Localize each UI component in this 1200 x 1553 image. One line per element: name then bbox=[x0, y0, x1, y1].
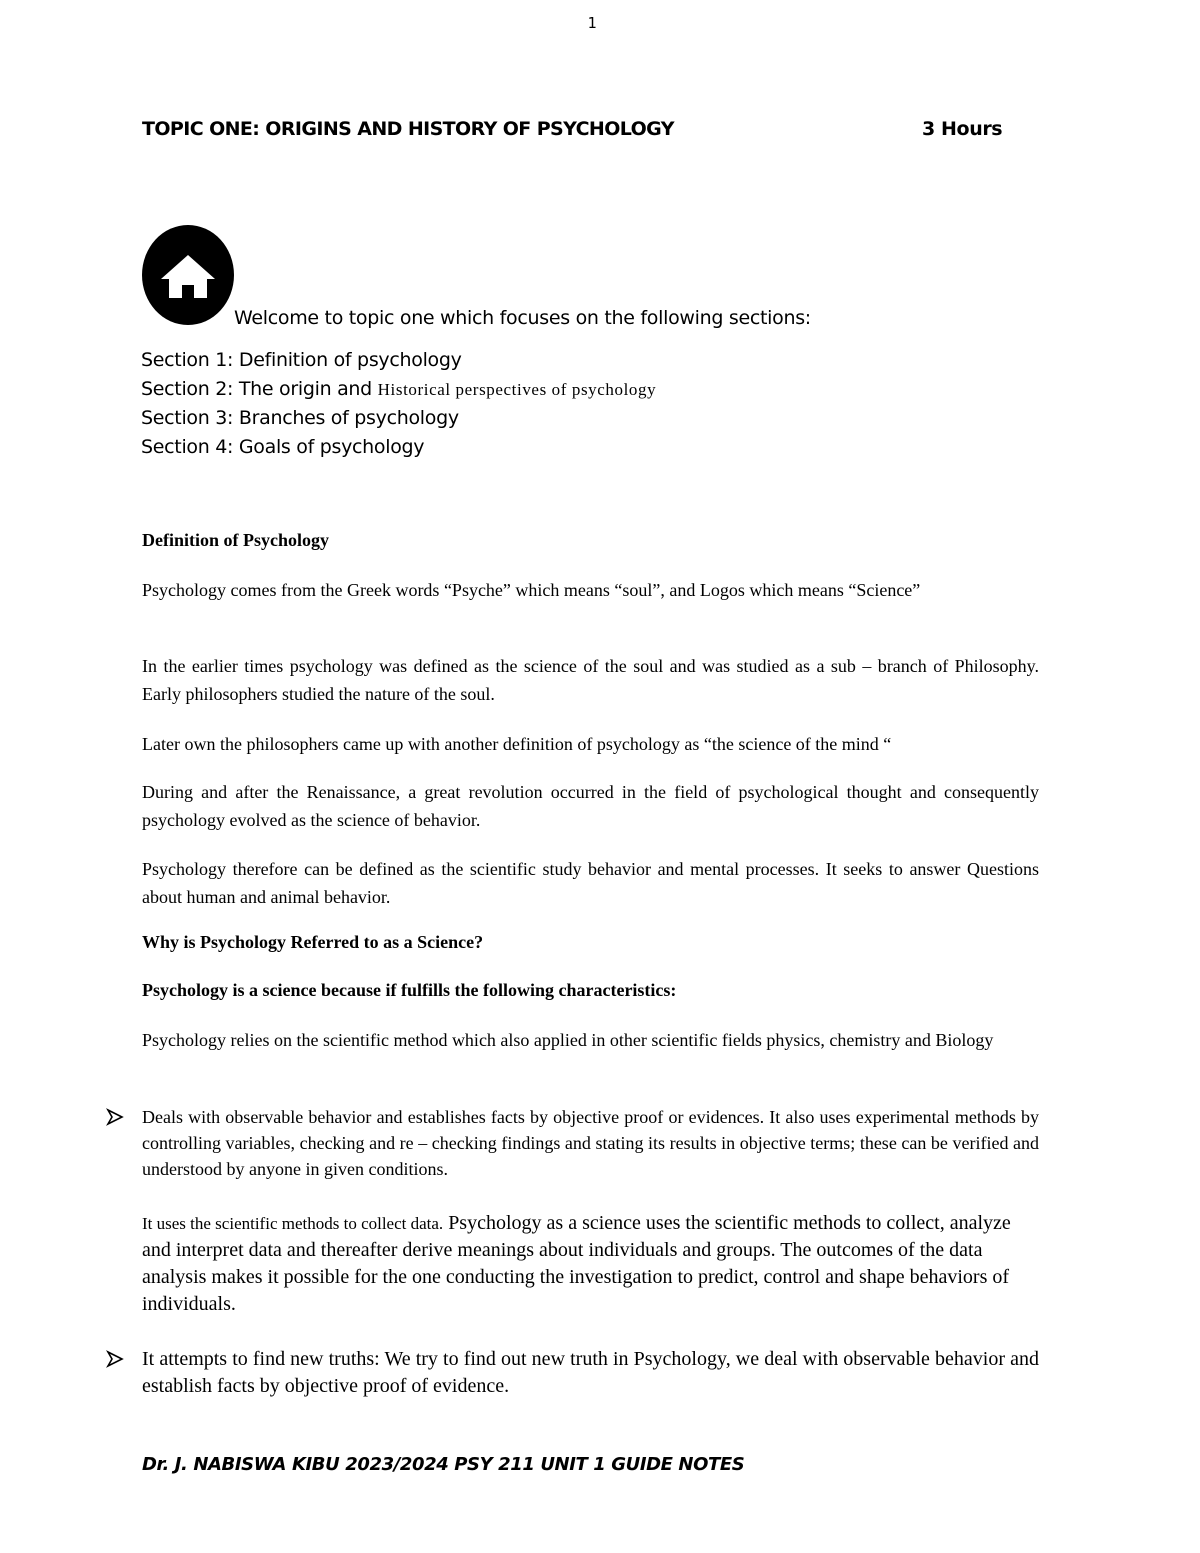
welcome-text: Welcome to topic one which focuses on the following sections: bbox=[234, 307, 811, 329]
paragraph: In the earlier times psychology was defined as the science of the soul and was studied as a sub – branch of Philosophy. Early philosophers studied the nature of the soul. bbox=[142, 656, 1039, 704]
paragraph: During and after the Renaissance, a great revolution occurred in the field of psychological thought and consequently psychology evolved as the science of behavior. bbox=[142, 782, 1039, 830]
section-item: Section 3: Branches of psychology bbox=[141, 407, 459, 429]
data-paragraph bbox=[142, 1210, 1039, 1318]
footer: Dr. J. NABISWA KIBU 2023/2024 PSY 211 UNIT 1 GUIDE NOTES bbox=[142, 1454, 745, 1475]
page-number: 1 bbox=[587, 14, 597, 32]
data-paragraph-lead: It uses the scientific methods to collect data. bbox=[142, 1214, 444, 1233]
paragraph: Psychology comes from the Greek words “Psyche” which means “soul”, and Logos which means “Science” bbox=[142, 580, 921, 600]
topic-hours: 3 Hours bbox=[922, 118, 1003, 140]
science-question-heading: Why is Psychology Referred to as a Science? bbox=[142, 932, 484, 952]
section-list bbox=[141, 346, 656, 462]
section-item: Section 2: The origin and Historical perspectives of psychology bbox=[141, 378, 657, 400]
section-item: Section 4: Goals of psychology bbox=[141, 436, 425, 458]
science-lead-heading: Psychology is a science because if fulfills the following characteristics: bbox=[142, 980, 677, 1000]
data-paragraph-body: Psychology as a science uses the scientific methods to collect, analyze and interpret data and thereafter derive meanings about individuals and groups. The outcomes of the data analysis makes it possible for the one conducting the investigation to predict, control and shape behaviors of individuals. bbox=[142, 1212, 1011, 1315]
arrowhead-bullet-icon bbox=[106, 1350, 124, 1368]
paragraph: Psychology relies on the scientific method which also applied in other scientific fields physics, chemistry and Biology bbox=[142, 1030, 994, 1050]
paragraph: Psychology therefore can be defined as the scientific study behavior and mental processes. It seeks to answer Questions about human and animal behavior. bbox=[142, 859, 1039, 907]
definition-heading: Definition of Psychology bbox=[142, 530, 329, 550]
bullet-paragraph: Deals with observable behavior and establishes facts by objective proof or evidences. It also uses experimental methods by controlling variables, checking and re – checking findings and stating its results in objective terms; these can be verified and understood by anyone in given conditions. bbox=[142, 1107, 1039, 1179]
topic-title: TOPIC ONE: ORIGINS AND HISTORY OF PSYCHOLOGY bbox=[142, 118, 674, 140]
home-icon bbox=[141, 224, 235, 326]
bullet-paragraph: It attempts to find new truths: We try to find out new truth in Psychology, we deal with observable behavior and establish facts by objective proof of evidence. bbox=[142, 1348, 1039, 1397]
section-item: Section 1: Definition of psychology bbox=[141, 349, 462, 371]
paragraph: Later own the philosophers came up with another definition of psychology as “the science of the mind “ bbox=[142, 734, 892, 754]
arrowhead-bullet-icon bbox=[106, 1108, 124, 1126]
